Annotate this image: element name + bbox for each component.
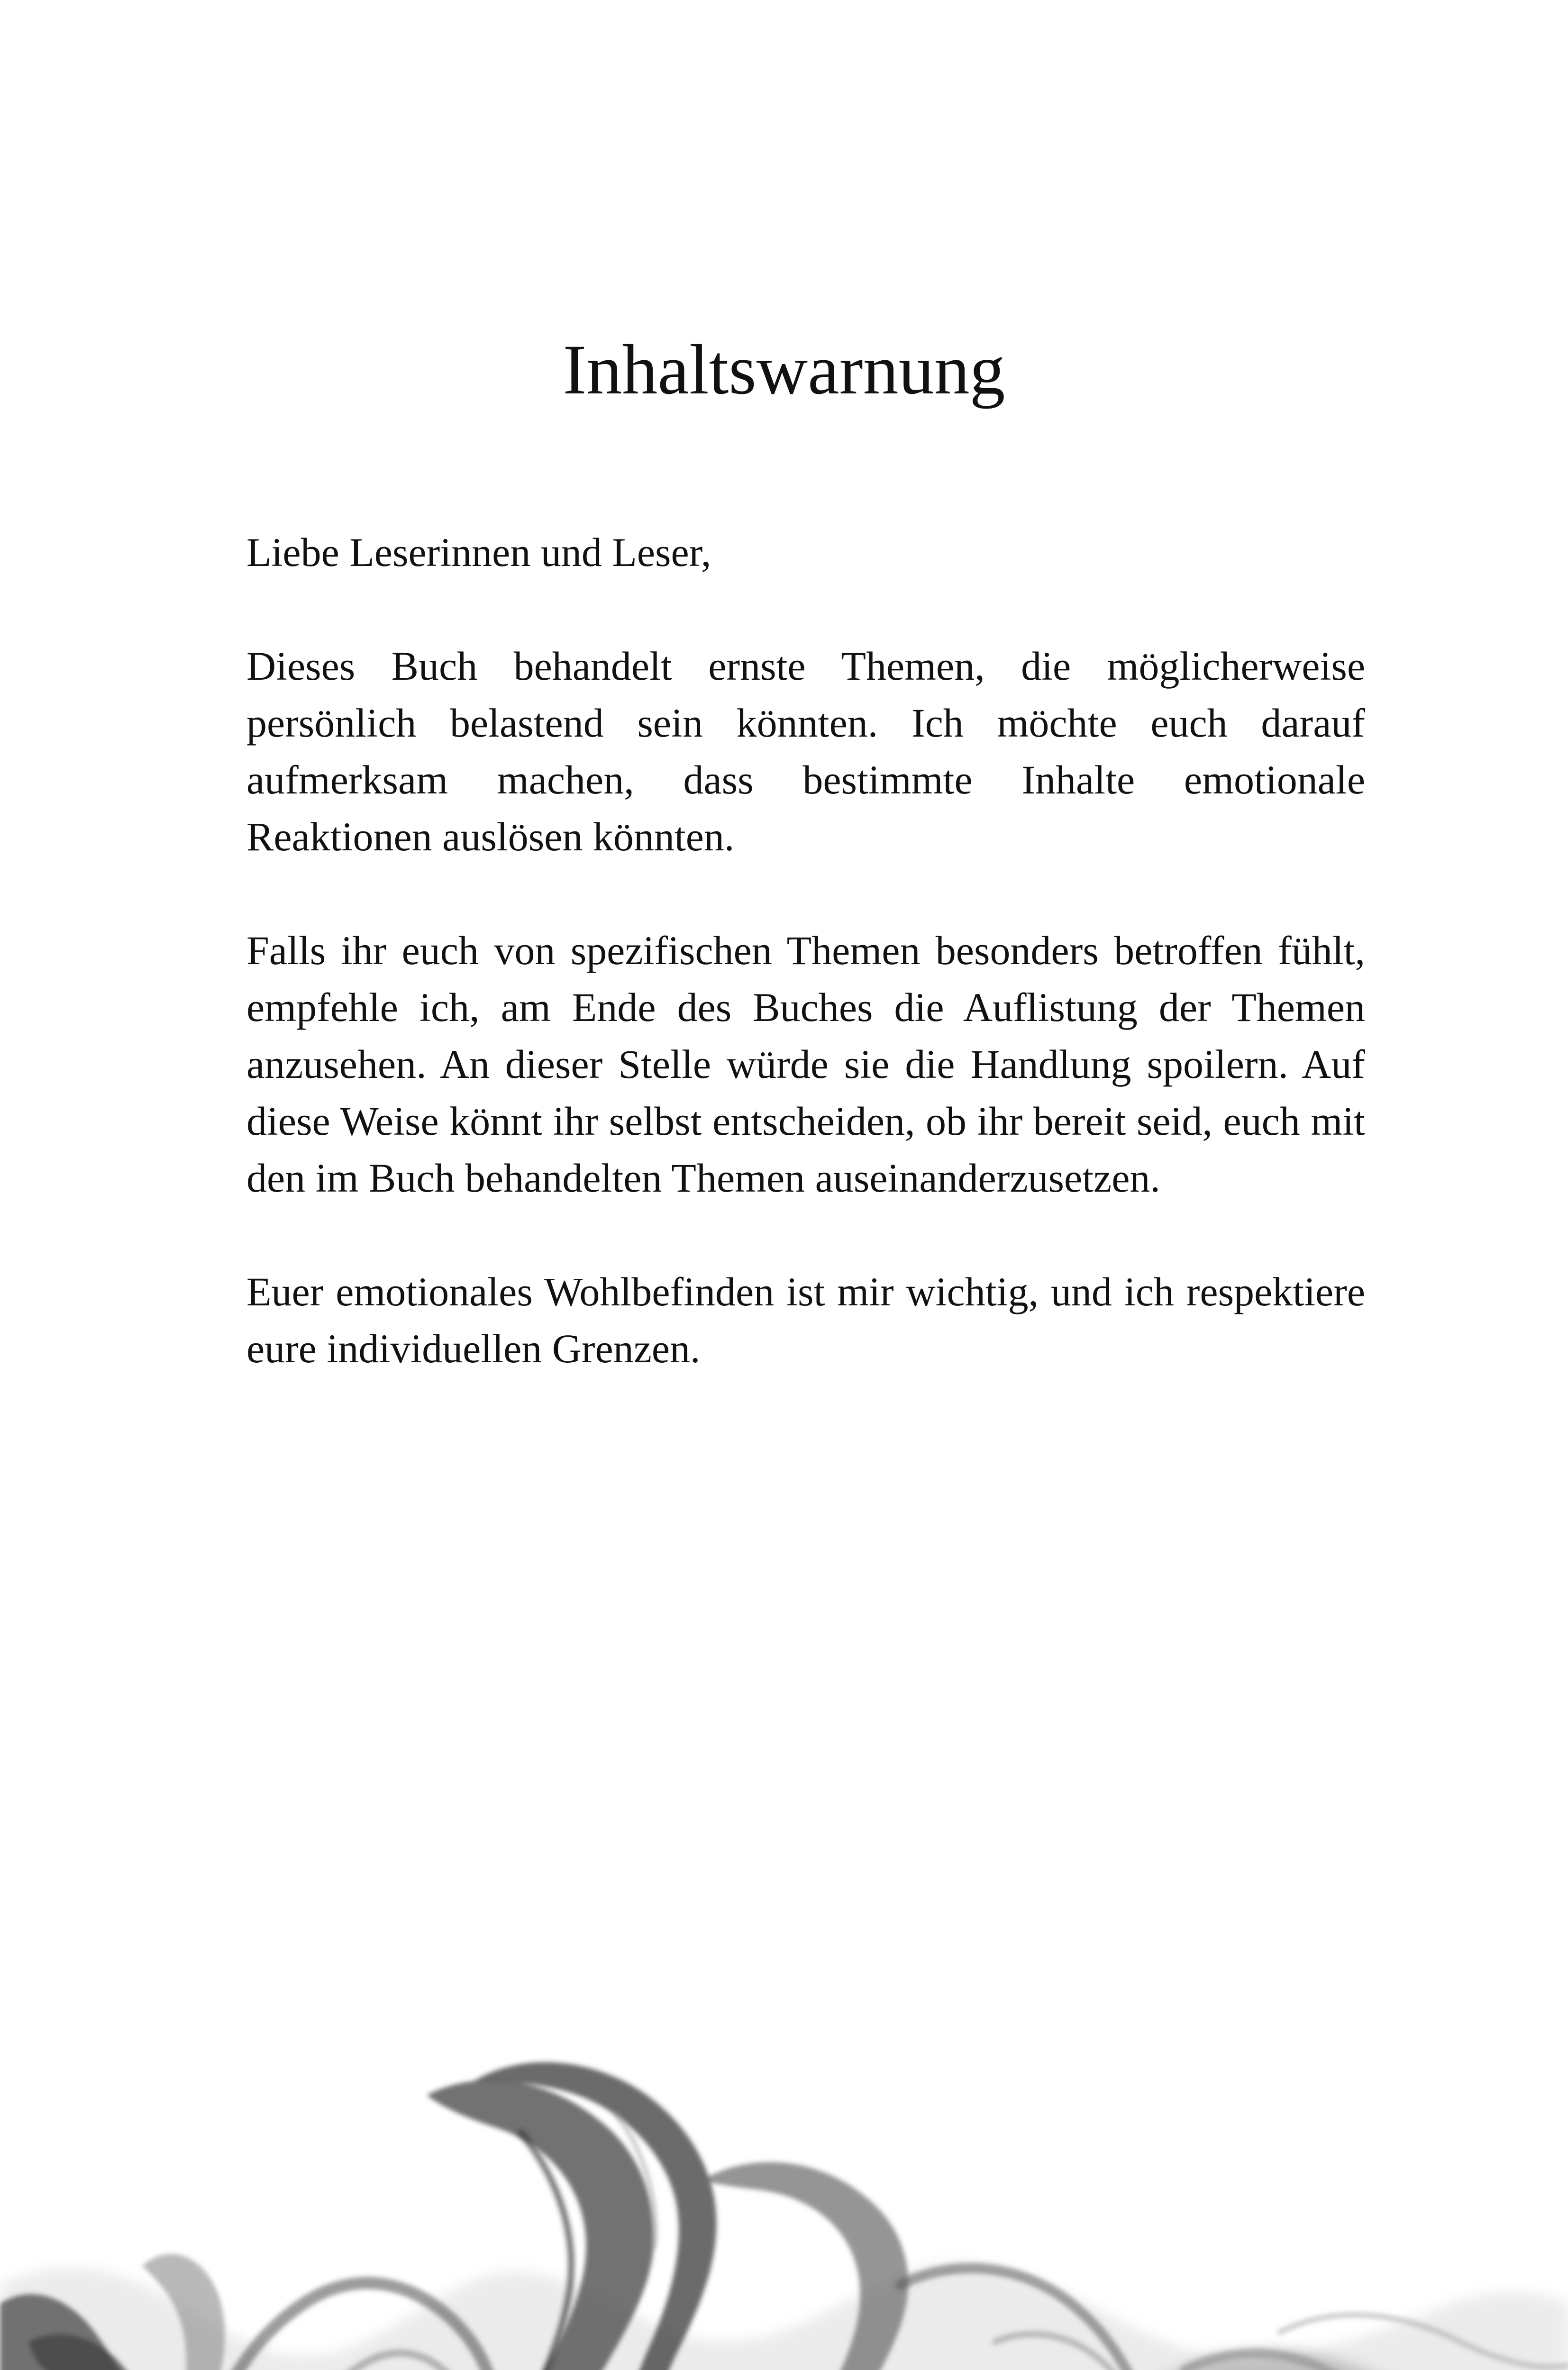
body-text (246, 524, 1365, 1434)
salutation: Liebe Leserinnen und Leser, (246, 529, 711, 575)
page-title: Inhaltswarnung (563, 330, 1005, 409)
paragraph-2: Falls ihr euch von spezifischen Themen besonders betroffen fühlt, empfehle ich, am Ende des Buches die Auflistung der Themen anzusehen. An dieser Stelle würde sie die Handlung spoilern. Auf diese Weise könnt ihr selbst entscheiden, ob ihr bereit seid, euch mit den im Buch behandelten Themen auseinanderzusetzen. (246, 928, 1365, 1201)
paragraph-3: Euer emotionales Wohlbefinden ist mir wichtig, und ich respektiere eure individuellen Grenzen. (246, 1269, 1365, 1371)
smoke-illustration (0, 2038, 1568, 2370)
paragraph-1: Dieses Buch behandelt ernste Themen, die möglicherweise persönlich belastend sein könnten. Ich möchte euch darauf aufmerksam machen, dass bestimmte Inhalte emotionale Reaktionen auslösen könnten. (246, 643, 1365, 859)
